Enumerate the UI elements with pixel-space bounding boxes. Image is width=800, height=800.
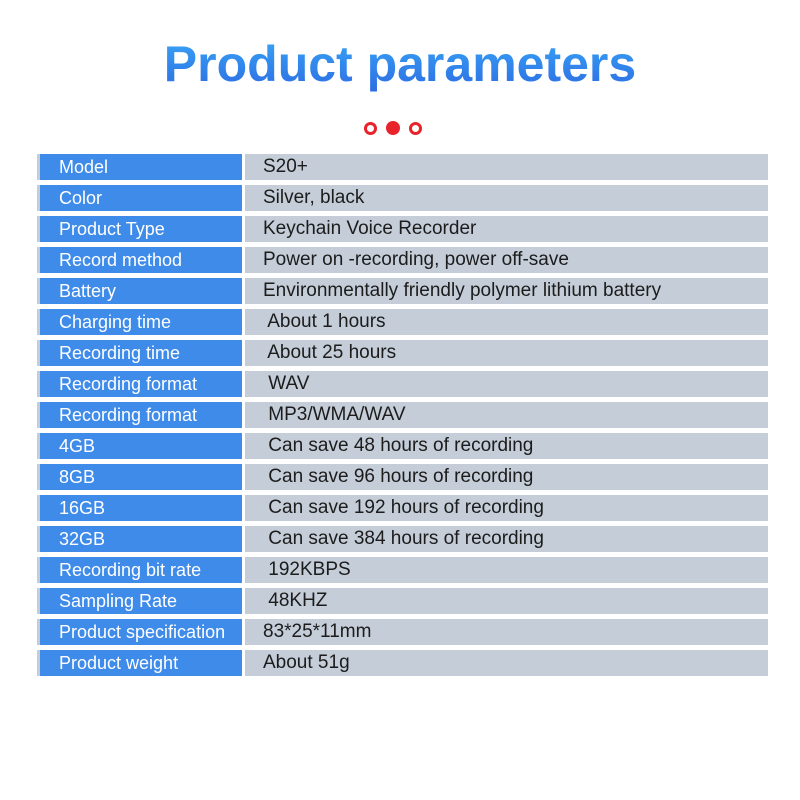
table-row xyxy=(37,402,768,428)
row-value: Can save 96 hours of recording xyxy=(263,466,534,487)
row-value: MP3/WMA/WAV xyxy=(263,404,406,425)
row-value: 192KBPS xyxy=(263,559,351,580)
page-title: Product parameters xyxy=(0,37,800,92)
carousel-dot-3-inactive xyxy=(409,122,422,135)
table-row xyxy=(37,588,768,614)
row-label: Recording format xyxy=(40,371,245,397)
row-value: Can save 384 hours of recording xyxy=(263,528,544,549)
spec-table xyxy=(37,154,768,681)
row-value: 83*25*11mm xyxy=(263,621,372,642)
row-value: Silver, black xyxy=(263,187,365,208)
table-row xyxy=(37,464,768,490)
row-label: Product weight xyxy=(40,650,245,676)
row-value: 48KHZ xyxy=(263,590,328,611)
row-value: WAV xyxy=(263,373,310,394)
table-row xyxy=(37,185,768,211)
table-row xyxy=(37,619,768,645)
row-label: Charging time xyxy=(40,309,245,335)
table-row xyxy=(37,340,768,366)
row-value: Keychain Voice Recorder xyxy=(263,218,477,239)
carousel-dots xyxy=(0,121,793,135)
table-row xyxy=(37,371,768,397)
row-label: Sampling Rate xyxy=(40,588,245,614)
row-label: 8GB xyxy=(40,464,245,490)
table-row xyxy=(37,154,768,180)
row-value: About 1 hours xyxy=(263,311,386,332)
row-label: Product specification xyxy=(40,619,245,645)
table-row xyxy=(37,216,768,242)
row-label: Recording format xyxy=(40,402,245,428)
row-label: Recording time xyxy=(40,340,245,366)
row-label: Model xyxy=(40,154,245,180)
row-label: Record method xyxy=(40,247,245,273)
row-label: Battery xyxy=(40,278,245,304)
table-row xyxy=(37,433,768,459)
table-row xyxy=(37,309,768,335)
row-label: Color xyxy=(40,185,245,211)
row-value: Can save 192 hours of recording xyxy=(263,497,544,518)
row-value: About 25 hours xyxy=(263,342,397,363)
row-label: 16GB xyxy=(40,495,245,521)
table-row xyxy=(37,247,768,273)
table-row xyxy=(37,650,768,676)
row-value: Can save 48 hours of recording xyxy=(263,435,534,456)
row-value: Power on -recording, power off-save xyxy=(263,249,569,270)
table-row xyxy=(37,526,768,552)
table-row xyxy=(37,278,768,304)
table-row xyxy=(37,495,768,521)
carousel-dot-2-active xyxy=(386,121,400,135)
carousel-dot-1-inactive xyxy=(364,122,377,135)
row-value: Environmentally friendly polymer lithium battery xyxy=(263,280,662,301)
row-value: S20+ xyxy=(263,156,308,177)
row-label: 4GB xyxy=(40,433,245,459)
row-label: 32GB xyxy=(40,526,245,552)
table-row xyxy=(37,557,768,583)
row-label: Product Type xyxy=(40,216,245,242)
row-label: Recording bit rate xyxy=(40,557,245,583)
row-value: About 51g xyxy=(263,652,350,673)
